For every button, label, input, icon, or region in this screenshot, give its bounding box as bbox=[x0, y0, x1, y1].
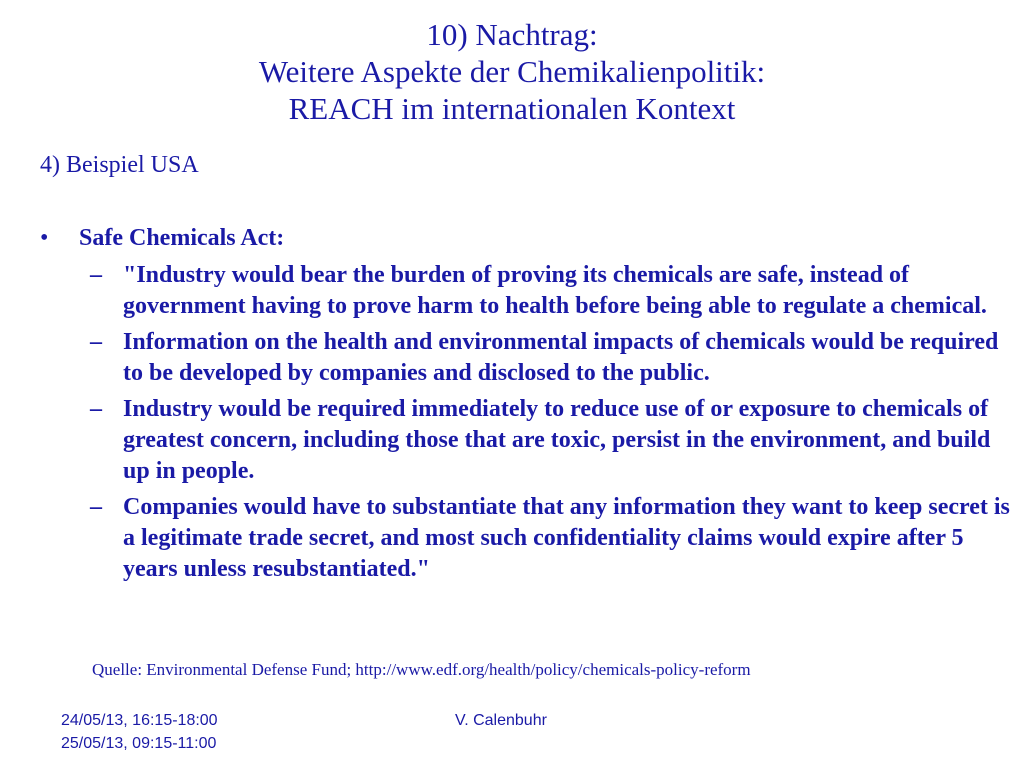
sub-bullet-text: Industry would be required immediately to reduce use of or exposure to chemicals of greatest concern, including those that are toxic, persist in the environment, and build up in people. bbox=[123, 396, 991, 484]
sub-bullet-item bbox=[90, 394, 1020, 487]
sub-bullet-text: "Industry would bear the burden of proving its chemicals are safe, instead of government having to prove harm to health before being able to regulate a chemical. bbox=[123, 262, 987, 319]
slide-title bbox=[0, 16, 1024, 127]
dash-marker: – bbox=[90, 262, 102, 288]
title-line-1: 10) Nachtrag: bbox=[426, 17, 598, 52]
bullet-label: Safe Chemicals Act: bbox=[79, 225, 285, 251]
sub-bullet-item bbox=[90, 260, 1020, 322]
section-subtitle: 4) Beispiel USA bbox=[40, 152, 199, 178]
source-citation: Quelle: Environmental Defense Fund; http://www.edf.org/health/policy/chemicals-policy-reform bbox=[92, 660, 751, 679]
sub-bullet-text: Companies would have to substantiate that any information they want to keep secret is a legitimate trade secret, and most such confidentiality claims would expire after 5 years unless resubstantiated." bbox=[123, 494, 1010, 582]
title-line-3: REACH im internationalen Kontext bbox=[288, 91, 736, 126]
footer-date-2: 25/05/13, 09:15-11:00 bbox=[61, 735, 217, 752]
footer-date-1: 24/05/13, 16:15-18:00 bbox=[61, 712, 218, 729]
dash-marker: – bbox=[90, 494, 102, 520]
sub-bullet-item bbox=[90, 492, 1020, 585]
dash-marker: – bbox=[90, 329, 102, 355]
sub-bullet-item bbox=[90, 327, 1020, 389]
footer-dates bbox=[61, 709, 218, 755]
footer-author: V. Calenbuhr bbox=[455, 712, 547, 729]
bullet-marker: • bbox=[40, 225, 49, 251]
title-line-2: Weitere Aspekte der Chemikalienpolitik: bbox=[258, 54, 766, 89]
sub-bullet-text: Information on the health and environmental impacts of chemicals would be required to be developed by companies and disclosed to the public. bbox=[123, 329, 999, 386]
sub-bullet-list bbox=[90, 260, 1020, 590]
dash-marker: – bbox=[90, 396, 102, 422]
